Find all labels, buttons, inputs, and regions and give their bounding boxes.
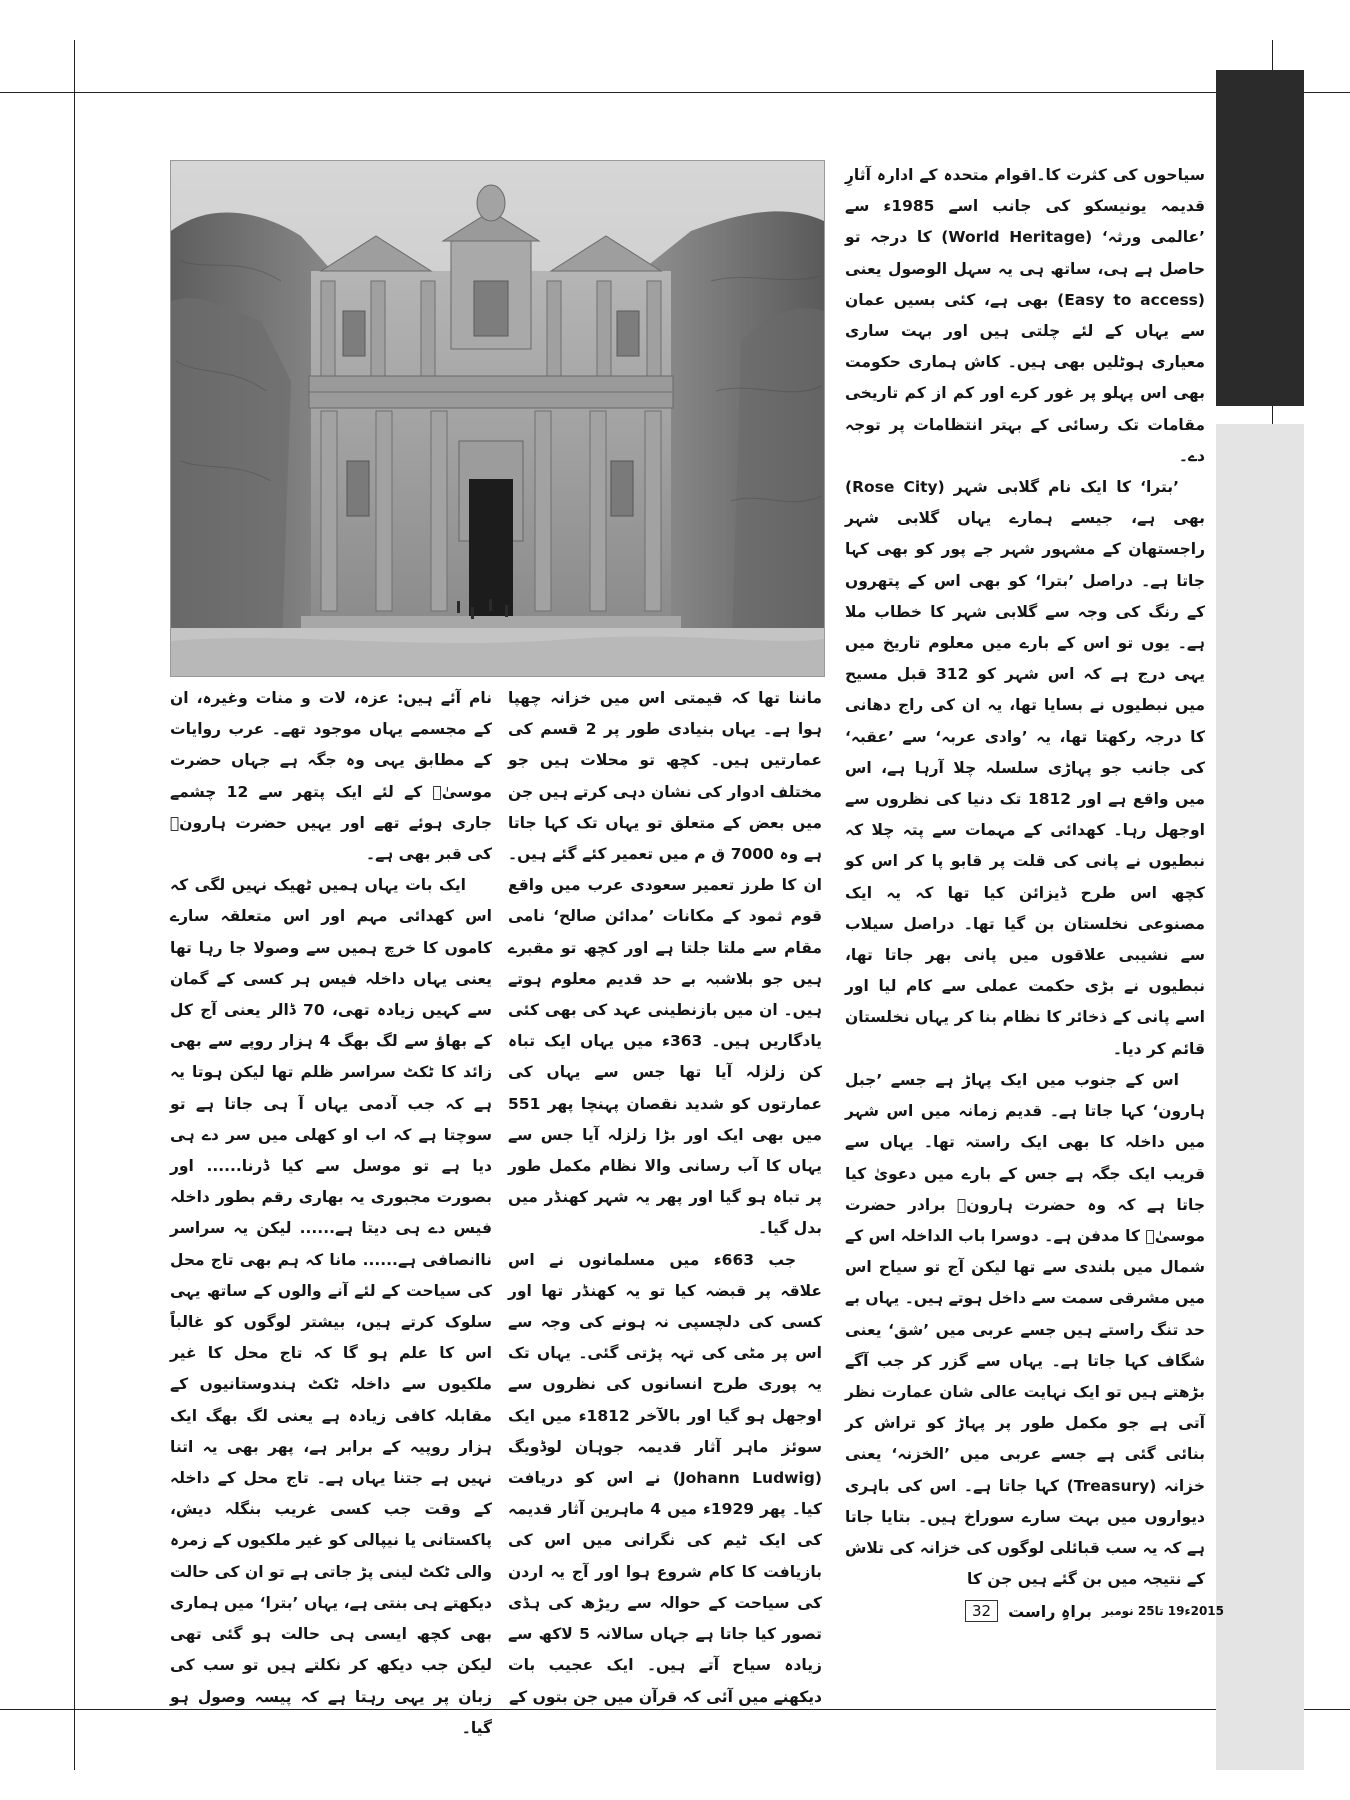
crop-mark-left [74,40,75,1770]
petra-monastery-image [171,161,824,676]
paragraph: نام آئے ہیں: عزہ، لات و منات وغیرہ، ان کے مجسمے یہاں موجود تھے۔ عرب روایات کے مطابق یہی وہ جگہ ہے جہاں حضرت موسیٰؑ کے لئے ایک پتھر سے 12 چشمے جاری ہوئے تھے اور یہیں حضرت ہارونؑ کی قبر بھی ہے۔ [170,689,492,864]
magazine-name: براہِ راست [1008,1601,1092,1621]
paragraph: ماننا تھا کہ قیمتی اس میں خزانہ چھپا ہوا ہے۔ یہاں بنیادی طور پر 2 قسم کی عمارتیں ہیں۔ کچھ تو محلات ہیں جو مختلف ادوار کی نشان دہی کرتے ہیں جن میں بعض کے متعلق تو یہاں تک کہا جاتا ہے وہ 7000 ق م میں تعمیر کئے گئے ہیں۔ ان کا طرز تعمیر سعودی عرب میں واقع قوم ثمود کے مکانات ’مدائن صالح‘ نامی مقام سے ملتا جلتا ہے اور کچھ تو مقبرے ہیں جو بلاشبہ بے حد قدیم معلوم ہوتے ہیں۔ ان میں بازنطینی عہد کی بھی کئی یادگاریں ہیں۔ 363ء میں یہاں ایک تباہ کن زلزلہ آیا تھا جس سے یہاں کی عمارتوں کو شدید نقصان پہنچا پھر 551 میں بھی ایک اور بڑا زلزلہ آیا جس سے یہاں کا آب رسانی والا نظام مکمل طور پر تباہ ہو گیا اور پھر یہ شہر کھنڈر میں بدل گیا۔ [508,689,822,1238]
paragraph: اس کے جنوب میں ایک پہاڑ ہے جسے ’جبل ہارون‘ کہا جاتا ہے۔ قدیم زمانہ میں اس شہر میں داخلہ کا بھی ایک راستہ تھا۔ یہاں سے قریب ایک جگہ ہے جس کے بارے میں دعویٰ کیا جاتا ہے کہ وہ حضرت ہارونؑ برادر حضرت موسیٰؑ کا مدفن ہے۔ دوسرا باب الداخلہ اس کے شمال میں بلندی سے تھا لیکن آج تو سیاح اس میں مشرقی سمت سے داخل ہوتے ہیں۔ یہاں بے حد تنگ راستے ہیں جسے عربی میں ’شق‘ یعنی شگاف کہا جاتا ہے۔ یہاں سے گزر کر جب آگے بڑھتے ہیں تو ایک نہایت عالی شان عمارت نظر آتی ہے جو مکمل طور پر پہاڑ کو تراش کر بنائی گئی ہے جسے عربی میں ’الخزنہ‘ یعنی خزانہ (Treasury) کہا جاتا ہے۔ اس کی باہری دیواروں میں بہت سارے سوراخ ہیں۔ بتایا جاتا ہے کہ یہ سب قبائلی لوگوں کی خزانہ کی تلاش کے نتیجہ میں بن گئے ہیں جن کا [845,1070,1205,1589]
article-photo [170,160,825,677]
article-column-middle [508,683,822,1713]
page-footer [965,1599,1224,1623]
paragraph: ’بترا‘ کا ایک نام گلابی شہر (Rose City) بھی ہے، جیسے ہمارے یہاں گلابی شہر راجستھان کے مشہور شہر جے پور کو بھی کہا جاتا ہے۔ دراصل ’بترا‘ کو بھی اس کے پتھروں کے رنگ کی وجہ سے گلابی شہر کا خطاب ملا ہے۔ یوں تو اس کے بارے میں معلوم تاریخ میں یہی درج ہے کہ اس شہر کو 312 قبل مسیح میں نبطیوں نے بسایا تھا، یہ ان کی راج دھانی کا درجہ رکھتا تھا، یہ ’وادی عربہ‘ سے ’عقبہ‘ کی جانب جو پہاڑی سلسلہ چلا آرہا ہے، اس میں واقع ہے اور 1812 تک دنیا کی نظروں سے اوجھل رہا۔ کھدائی کے مہمات سے پتہ چلا کہ نبطیوں نے پانی کی قلت پر قابو پا کر اس کو کچھ اس طرح ڈیزائن کیا تھا کہ یہ ایک مصنوعی نخلستان بن گیا تھا۔ دراصل سیلاب سے نشیبی علاقوں میں پانی بھر جاتا تھا، نبطیوں نے بڑی حکمت عملی سے کام لیا اور اسے پانی کے ذخائر کا نظام بنا کر یہاں نخلستان قائم کر دیا۔ [845,478,1205,1058]
side-tab-light [1216,424,1304,1770]
paragraph: سیاحوں کی کثرت کا۔اقوام متحدہ کے ادارہ آثارِ قدیمہ یونیسکو کی جانب اسے 1985ء سے ’عالمی ورثہ‘ (World Heritage) کا درجہ تو حاصل ہے ہی، ساتھ ہی یہ سہل الوصول یعنی (Easy to access) بھی ہے، کئی بسیں عمان سے یہاں کے لئے چلتی ہیں اور بہت ساری معیاری ہوٹلیں بھی ہیں۔ کاش ہماری حکومت بھی اس پہلو پر غور کرے اور کم از کم تاریخی مقامات تک رسائی کے بہتر انتظامات پر توجہ دے۔ [845,166,1206,465]
article-column-left [170,683,492,1744]
issue-date: 2015ء19 تا25 نومبر [1101,1604,1225,1618]
page-number: 32 [965,1600,998,1622]
side-tab-dark [1216,70,1304,406]
paragraph: جب 663ء میں مسلمانوں نے اس علاقہ پر قبضہ کیا تو یہ کھنڈر تھا اور کسی کی دلچسپی نہ ہونے کی وجہ سے اس پر مٹی کی تہہ پڑتی گئی۔ یہاں تک یہ پوری طرح انسانوں کی نظروں سے اوجھل ہو گیا اور بالآخر 1812ء میں ایک سوئز ماہر آثار قدیمہ جوہان لوڈویگ (Johann Ludwig) نے اس کو دریافت کیا۔ پھر 1929ء میں 4 ماہرین آثار قدیمہ کی ایک ٹیم کی نگرانی میں اس کی بازیافت کا کام شروع ہوا اور آج یہ اردن کی سیاحت کے حوالہ سے ریڑھ کی ہڈی تصور کیا جاتا ہے جہاں سالانہ 5 لاکھ سے زیادہ سیاح آتے ہیں۔ ایک عجیب بات دیکھنے میں آئی کہ قرآن میں جن بتوں کے [508,1250,823,1706]
article-column-right [845,160,1205,1595]
paragraph: ایک بات یہاں ہمیں ٹھیک نہیں لگی کہ اس کھدائی مہم اور اس متعلقہ سارے کاموں کا خرچ ہمیں سے وصولا جا رہا تھا یعنی یہاں داخلہ فیس ہر کسی کے گمان سے کہیں زیادہ تھی، 70 ڈالر یعنی آج کل کے بھاؤ سے لگ بھگ 4 ہزار روپے سے بھی زائد کا ٹکٹ سراسر ظلم تھا لیکن ہوتا یہ ہے کہ جب آدمی یہاں آ ہی جاتا ہے تو سوچتا ہے کہ اب او کھلی میں سر دے ہی دیا ہے تو موسل سے کیا ڈرنا...... اور بصورت مجبوری یہ بھاری رقم بطور داخلہ فیس دے ہی دیتا ہے...... لیکن یہ سراسر ناانصافی ہے...... مانا کہ ہم بھی تاج محل کی سیاحت کے لئے آنے والوں کے ساتھ یہی سلوک کرتے ہیں، بیشتر لوگوں کو غالباً اس کا علم ہو گا کہ تاج محل کا غیر ملکیوں سے داخلہ ٹکٹ ہندوستانیوں کے مقابلہ کافی زیادہ ہے یعنی لگ بھگ ایک ہزار روپیہ کے برابر ہے، پھر بھی یہ اتنا نہیں ہے جتنا یہاں ہے۔ تاج محل کے داخلہ کے وقت جب کسی غریب بنگلہ دیش، پاکستانی یا نیپالی کو غیر ملکیوں کے زمرہ والی ٹکٹ لینی پڑ جاتی ہے تو ان کی حالت دیکھتے ہی بنتی ہے، یہاں ’بترا‘ میں ہماری بھی کچھ ایسی ہی حالت ہو گئی تھی لیکن جب دیکھ کر نکلتے ہیں تو سب کی زبان پر یہی رہتا ہے کہ پیسہ وصول ہو گیا۔ [170,876,492,1737]
crop-mark-top [0,92,1350,93]
